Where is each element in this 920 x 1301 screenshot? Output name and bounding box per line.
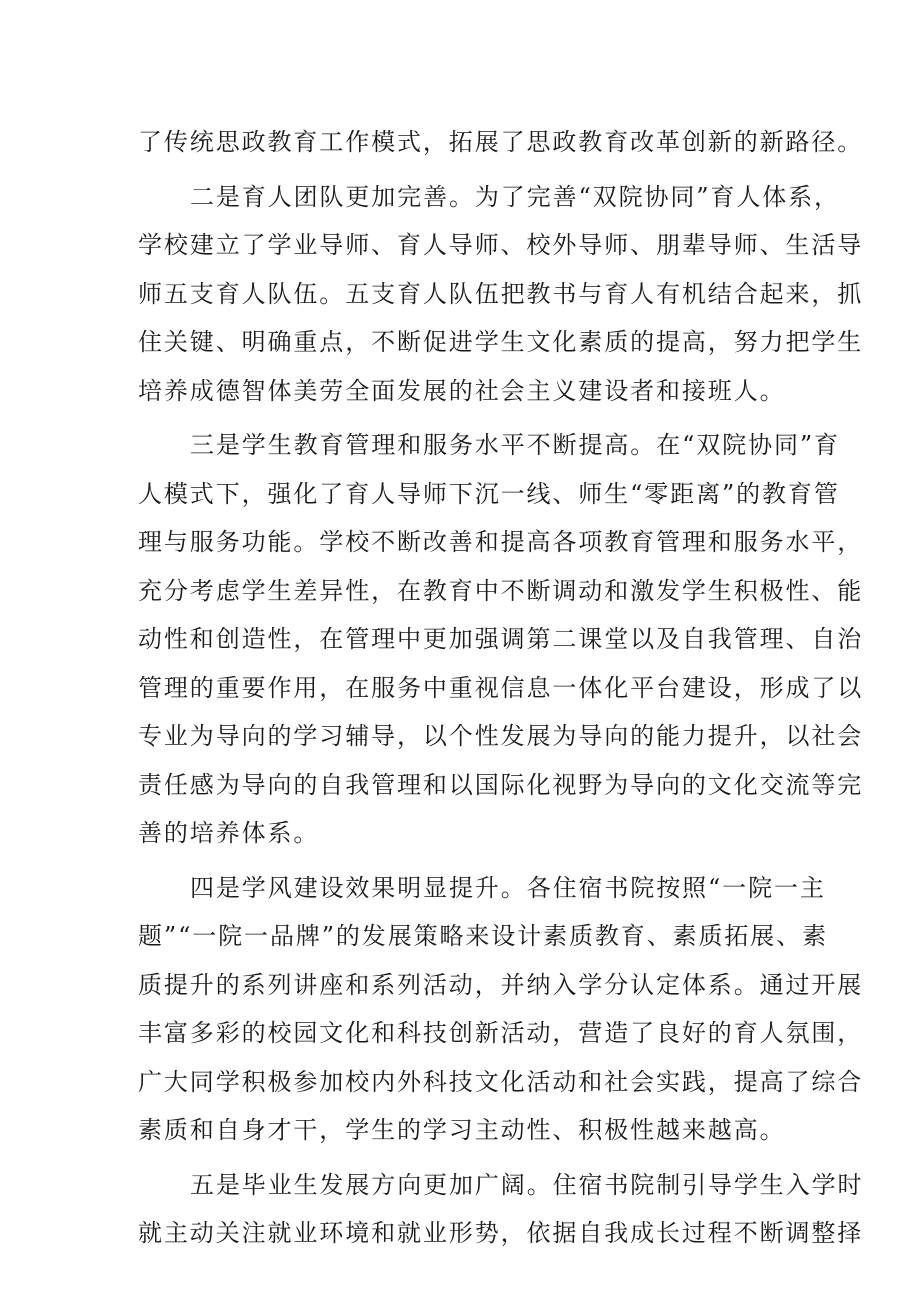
- text-line: 四是学风建设效果明显提升。各住宿书院按照“一院一主: [190, 873, 826, 902]
- text-line: 题”“一院一品牌”的发展策略来设计素质教育、素质拓展、素: [138, 922, 829, 950]
- text-line: 培养成德智体美劳全面发展的社会主义建设者和接班人。: [138, 376, 786, 405]
- text-line: 专业为导向的学习辅导，以个性发展为导向的能力提升，以社会: [138, 722, 864, 750]
- text-line: 理与服务功能。学校不断改善和提高各项教育管理和服务水平，: [138, 528, 864, 556]
- text-line: 充分考虑学生差异性，在教育中不断调动和激发学生积极性、能: [138, 576, 864, 605]
- text-line: 了传统思政教育工作模式，拓展了思政教育改革创新的新路径。: [138, 128, 864, 156]
- text-line: 广大同学积极参加校内外科技文化活动和社会实践，提高了综合: [138, 1067, 864, 1096]
- text-line: 质提升的系列讲座和系列活动，并纳入学分认定体系。通过开展: [138, 970, 864, 999]
- text-line: 丰富多彩的校园文化和科技创新活动，营造了良好的育人氛围，: [138, 1019, 864, 1047]
- text-line: 就主动关注就业环境和就业形势，依据自我成长过程不断调整择: [138, 1219, 864, 1247]
- text-line: 人模式下，强化了育人导师下沉一线、师生“零距离”的教育管: [138, 479, 840, 508]
- text-line: 素质和自身才干，学生的学习主动性、积极性越来越高。: [138, 1116, 786, 1144]
- text-line: 动性和创造性，在管理中更加强调第二课堂以及自我管理、自治: [138, 625, 864, 653]
- text-line: 三是学生教育管理和服务水平不断提高。在“双院协同”育: [190, 431, 840, 459]
- text-line: 学校建立了学业导师、育人导师、校外导师、朋辈导师、生活导: [138, 231, 864, 259]
- text-line: 住关键、明确重点，不断促进学生文化素质的提高，努力把学生: [138, 328, 864, 356]
- text-line: 善的培养体系。: [138, 819, 320, 847]
- document-body: [138, 118, 864, 1258]
- text-line: 二是育人团队更加完善。为了完善“双院协同”育人体系，: [190, 182, 840, 211]
- text-line: 五是毕业生发展方向更加广阔。住宿书院制引导学生入学时: [190, 1170, 864, 1199]
- text-line: 责任感为导向的自我管理和以国际化视野为导向的文化交流等完: [138, 770, 864, 799]
- text-line: 管理的重要作用，在服务中重视信息一体化平台建设，形成了以: [138, 673, 864, 702]
- text-line: 师五支育人队伍。五支育人队伍把教书与育人有机结合起来，抓: [138, 279, 864, 308]
